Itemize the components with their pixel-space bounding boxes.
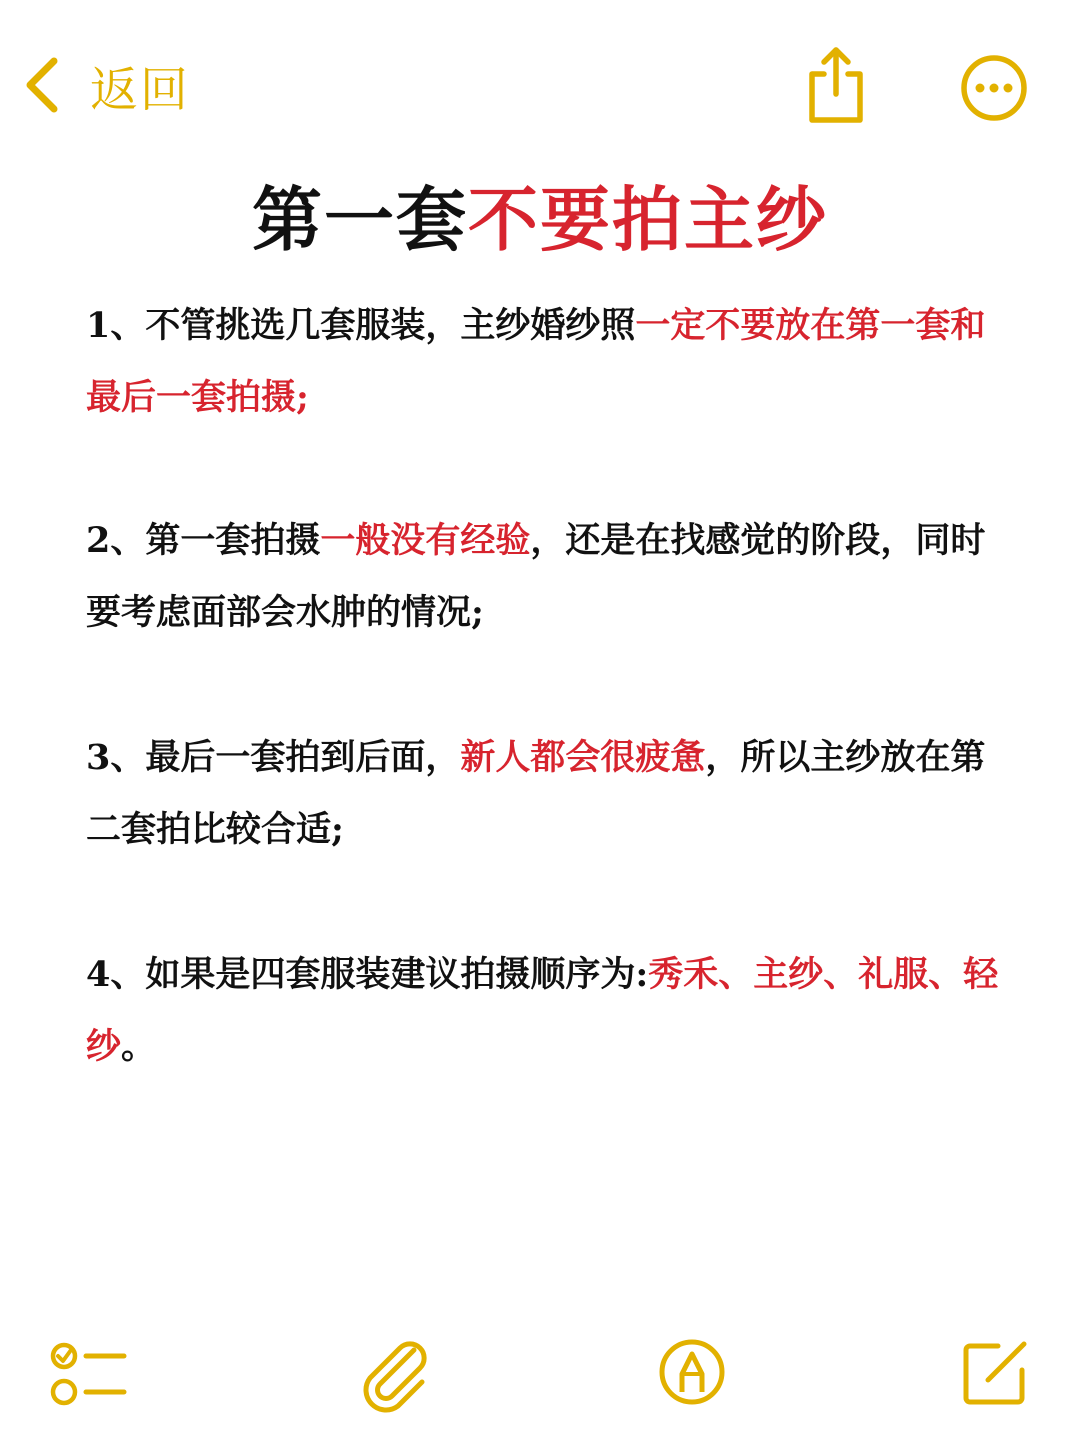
top-navigation-bar: [0, 0, 1080, 170]
attachment-button[interactable]: [356, 1334, 432, 1418]
paperclip-icon: [356, 1334, 432, 1414]
paragraph-3-text: 3、最后一套拍到后面，: [86, 737, 461, 778]
note-title: [0, 164, 1080, 265]
paragraph-3-tail: ，所以主纱放在第二套拍比较合适;: [86, 737, 986, 850]
paragraph-1-highlight: 一定不要放在第一套和最后一套拍摄;: [86, 305, 986, 418]
paragraph-2-text: 2、第一套拍摄: [86, 520, 321, 561]
compose-button[interactable]: [958, 1334, 1034, 1414]
compose-icon: [958, 1334, 1034, 1410]
checklist-icon: [50, 1338, 130, 1410]
checklist-button[interactable]: [50, 1338, 130, 1414]
back-button[interactable]: [22, 48, 190, 122]
bottom-toolbar: [0, 1330, 1080, 1430]
paragraph-2-highlight: 一般没有经验: [320, 520, 531, 561]
paragraph-3-highlight: 新人都会很疲惫: [460, 737, 706, 778]
paragraph-4-text: 4、如果是四套服装建议拍摄顺序为:: [86, 954, 649, 995]
paragraph-4-tail: 。: [121, 1026, 157, 1067]
paragraph-4-highlight: 秀禾、主纱、礼服、轻纱: [86, 954, 999, 1067]
paragraph-1-text: 1、不管挑选几套服装，主纱婚纱照: [86, 305, 636, 346]
title-black-part: 第一套: [252, 178, 468, 261]
chevron-left-icon: [22, 55, 62, 115]
back-label: 返回: [90, 61, 191, 118]
title-red-part: 不要拍主纱: [468, 178, 828, 261]
paragraph-1: [86, 290, 1006, 434]
markup-pen-icon: [656, 1336, 728, 1408]
markup-button[interactable]: [656, 1336, 728, 1412]
share-icon: [800, 42, 872, 126]
paragraph-4: [86, 939, 1006, 1083]
paragraph-2-tail: ，还是在找感觉的阶段，同时要考虑面部会水肿的情况;: [86, 520, 986, 633]
share-button[interactable]: [800, 42, 872, 126]
ellipsis-circle-icon: [958, 52, 1030, 124]
paragraph-3: [86, 722, 1006, 866]
paragraph-2: [86, 505, 1006, 649]
more-options-button[interactable]: [958, 52, 1030, 124]
